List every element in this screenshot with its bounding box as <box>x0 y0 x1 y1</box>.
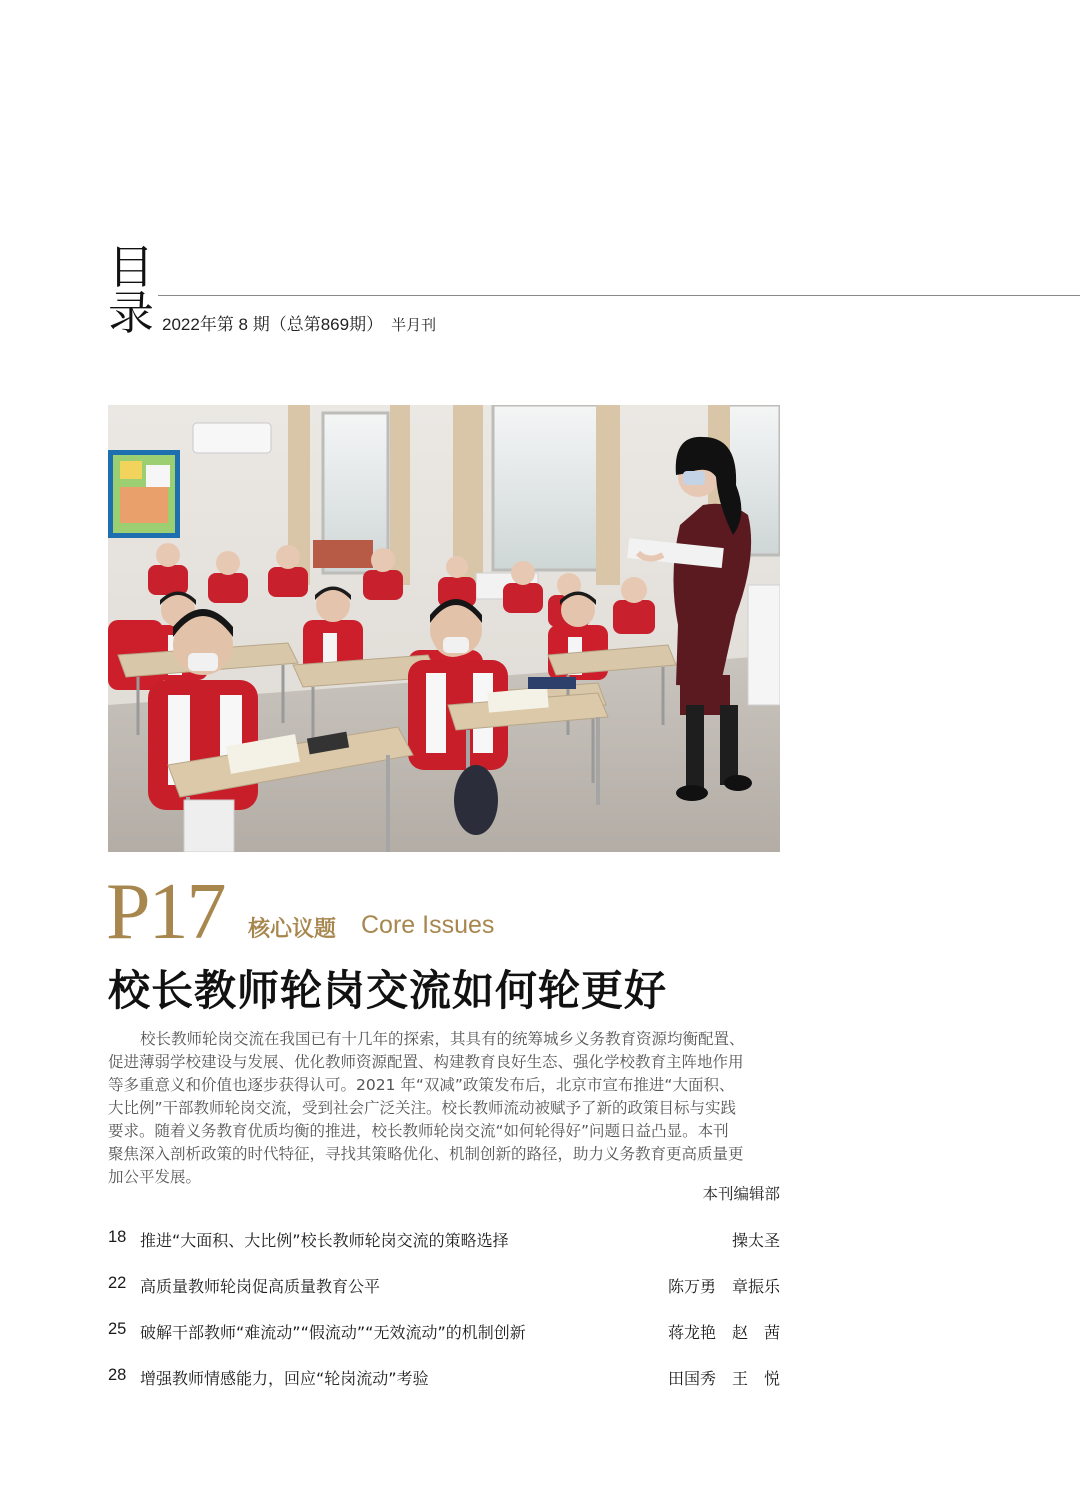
intro-line: 聚焦深入剖析政策的时代特征，寻找其策略优化、机制创新的路径，助力义务教育更高质量更 <box>108 1145 744 1163</box>
toc-entry[interactable] <box>108 1366 780 1412</box>
toc-article-title: 推进“大面积、大比例”校长教师轮岗交流的策略选择 <box>140 1231 509 1250</box>
toc-authors: 田国秀 王 悦 <box>667 1369 780 1388</box>
intro-line: 校长教师轮岗交流在我国已有十几年的探索，其具有的统筹城乡义务教育资源均衡配置、 <box>140 1030 745 1048</box>
intro-line: 等多重意义和价值也逐步获得认可。2021 年“双减”政策发布后，北京市宣布推进“大面积、 <box>108 1076 735 1094</box>
toc-authors: 操太圣 <box>731 1231 780 1250</box>
issue-number: 2022年第 8 期（总第869期） <box>162 315 384 334</box>
toc-authors: 蒋龙艳 赵 茜 <box>667 1323 780 1342</box>
toc-page-number: 28 <box>108 1366 127 1384</box>
toc-entry[interactable] <box>108 1274 780 1320</box>
toc-article-title: 破解干部教师“难流动”“假流动”“无效流动”的机制创新 <box>140 1323 526 1342</box>
masthead-char-mu: 目 <box>108 240 154 294</box>
toc-page-number: 22 <box>108 1274 127 1292</box>
toc-article-title: 高质量教师轮岗促高质量教育公平 <box>140 1277 381 1296</box>
section-page-number: P17 <box>106 868 225 956</box>
issue-info <box>162 310 436 335</box>
intro-line: 大比例”干部教师轮岗交流，受到社会广泛关注。校长教师流动被赋予了新的政策目标与实践 <box>108 1099 737 1117</box>
toc-authors: 陈万勇 章振乐 <box>667 1277 780 1296</box>
toc-entry[interactable] <box>108 1228 780 1274</box>
masthead-rule <box>158 295 1080 296</box>
editor-byline: 本刊编辑部 <box>702 1185 780 1203</box>
intro-paragraph <box>108 1028 780 1189</box>
feature-headline: 校长教师轮岗交流如何轮更好 <box>108 966 668 1015</box>
toc-page-number: 25 <box>108 1320 127 1338</box>
toc-entry[interactable] <box>108 1320 780 1366</box>
intro-line: 要求。随着义务教育优质均衡的推进，校长教师轮岗交流“如何轮得好”问题日益凸显。本刊 <box>108 1122 729 1140</box>
intro-line: 促进薄弱学校建设与发展、优化教师资源配置、构建教育良好生态、强化学校教育主阵地作用 <box>108 1053 744 1071</box>
section-label-cn: 核心议题 <box>248 917 337 942</box>
toc-page-number: 18 <box>108 1228 127 1246</box>
toc-list <box>108 1228 780 1412</box>
issue-frequency: 半月刊 <box>391 316 437 334</box>
intro-line: 加公平发展。 <box>108 1168 202 1186</box>
masthead-char-lu: 录 <box>108 286 154 340</box>
classroom-photo <box>108 405 780 852</box>
toc-article-title: 增强教师情感能力，回应“轮岗流动”考验 <box>140 1369 429 1388</box>
section-label-en: Core Issues <box>361 911 495 939</box>
